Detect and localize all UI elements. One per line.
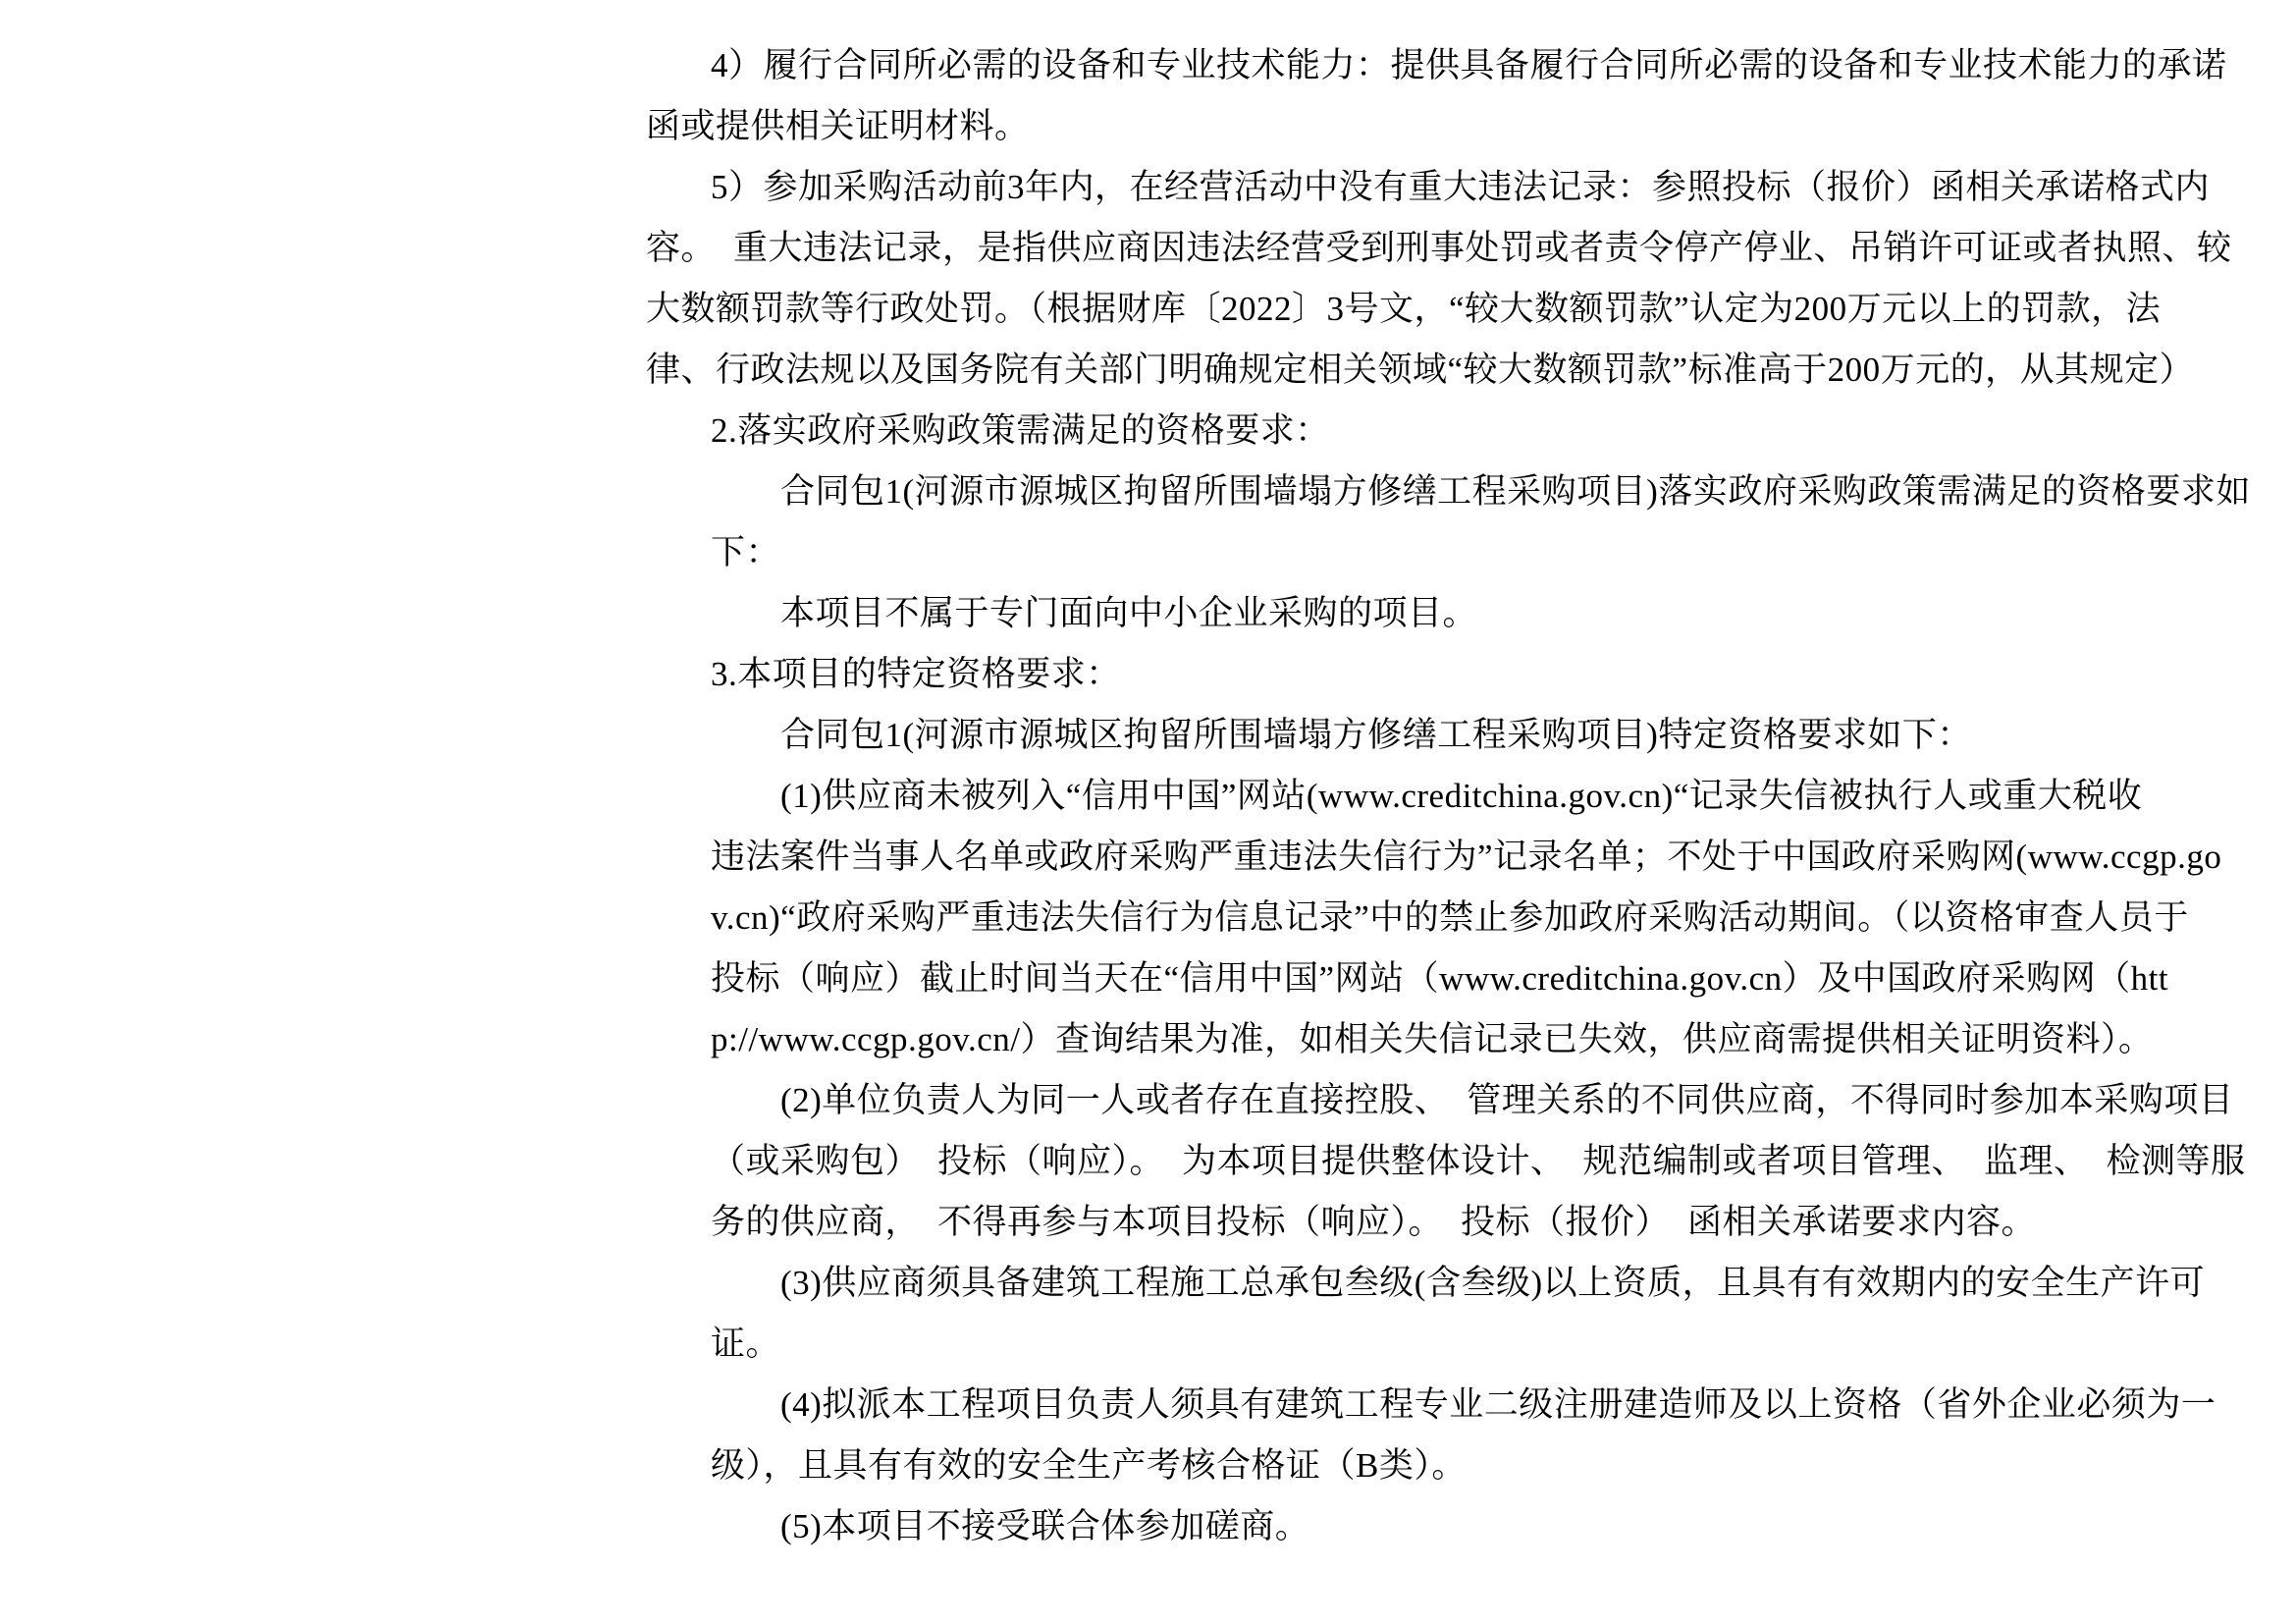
text-line: 律、行政法规以及国务院有关部门明确规定相关领域“较大数额罚款”标准高于200万元的，从其规定）	[646, 351, 2195, 389]
text-line: 大数额罚款等行政处罚。（根据财库〔2022〕3号文，“较大数额罚款”认定为200万元以上的罚款，法	[646, 290, 2162, 328]
text-line: 容。 重大违法记录，是指供应商因违法经营受到刑事处罚或者责令停产停业、吊销许可证或者执照、较	[646, 229, 2232, 267]
text-line: 证。	[711, 1325, 781, 1363]
text-line: 合同包1(河源市源城区拘留所围墙塌方修缮工程采购项目)落实政府采购政策需满足的资格要求如	[780, 472, 2251, 511]
document-text-block	[0, 35, 2296, 1557]
text-line: 函或提供相关证明材料。	[646, 107, 1030, 145]
text-line: (3)供应商须具备建筑工程施工总承包叁级(含叁级)以上资质，且具有有效期内的安全生产许可	[780, 1264, 2206, 1302]
text-line: 5）参加采购活动前3年内，在经营活动中没有重大违法记录：参照投标（报价）函相关承诺格式内	[711, 168, 2211, 206]
text-line: 级），且具有有效的安全生产考核合格证（B类）。	[711, 1446, 1467, 1485]
text-line: p://www.ccgp.gov.cn/）查询结果为准，如相关失信记录已失效，供应商需提供相关证明资料）。	[711, 1020, 2154, 1058]
text-line: (4)拟派本工程项目负责人须具有建筑工程专业二级注册建造师及以上资格（省外企业必须为一	[780, 1385, 2216, 1424]
text-line: 本项目不属于专门面向中小企业采购的项目。	[780, 594, 1478, 632]
text-line: 投标（响应）截止时间当天在“信用中国”网站（www.creditchina.gov.cn）及中国政府采购网（htt	[711, 959, 2169, 998]
text-line: 务的供应商， 不得再参与本项目投标（响应）。 投标（报价） 函相关承诺要求内容。	[711, 1203, 2037, 1241]
text-line: （或采购包） 投标（响应）。 为本项目提供整体设计、 规范编制或者项目管理、 监理、 检测等服	[711, 1142, 2246, 1180]
text-line: v.cn)“政府采购严重违法失信行为信息记录”中的禁止参加政府采购活动期间。（以资格审查人员于	[711, 898, 2189, 937]
text-line: 2.落实政府采购政策需满足的资格要求：	[711, 411, 1330, 450]
text-line: 下：	[711, 533, 781, 571]
text-line: 4）履行合同所必需的设备和专业技术能力：提供具备履行合同所必需的设备和专业技术能力的承诺	[711, 46, 2227, 84]
text-line: (2)单位负责人为同一人或者存在直接控股、 管理关系的不同供应商，不得同时参加本采购项目	[780, 1081, 2234, 1119]
text-line: (1)供应商未被列入“信用中国”网站(www.creditchina.gov.cn)“记录失信被执行人或重大税收	[780, 777, 2143, 815]
text-line: (5)本项目不接受联合体参加磋商。	[780, 1507, 1310, 1545]
text-line: 3.本项目的特定资格要求：	[711, 655, 1121, 693]
text-line: 合同包1(河源市源城区拘留所围墙塌方修缮工程采购项目)特定资格要求如下：	[780, 716, 1972, 754]
text-line: 违法案件当事人名单或政府采购严重违法失信行为”记录名单；不处于中国政府采购网(www.ccgp.go	[711, 838, 2222, 876]
